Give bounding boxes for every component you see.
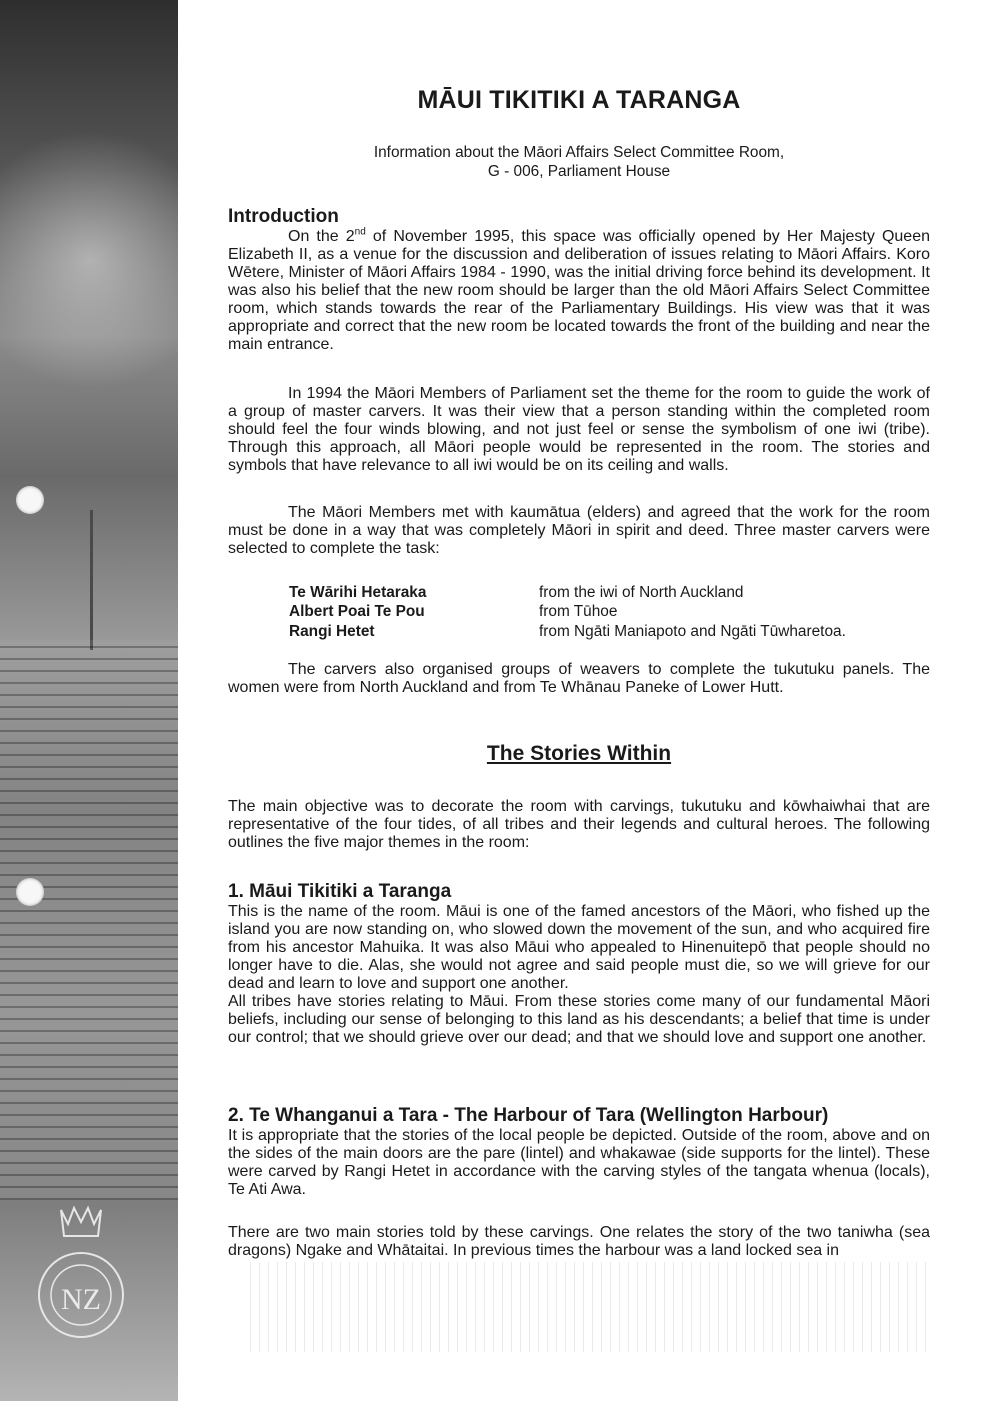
stories-intro: The main objective was to decorate the room with carvings, tukutuku and kōwhaiwhai that are representative of the four tides, of all tribes and their legends and cultural heroes. The following outlines the five major themes in the room: (228, 798, 930, 851)
subtitle-line-2: G - 006, Parliament House (487, 163, 671, 181)
intro-paragraph-3-block (228, 504, 930, 558)
carver-name: Rangi Hetet (289, 622, 375, 640)
carvers-list (289, 583, 929, 641)
story-2-paragraph-2-block (228, 1224, 930, 1260)
crest-nz-text: NZ (61, 1283, 101, 1316)
beehive-building-image (0, 640, 178, 1200)
intro-paragraph-4: The carvers also organised groups of weavers to complete the tukutuku panels. The women were from North Auckland and from Te Whānau Paneke of Lower Hutt. (228, 661, 930, 696)
subtitle-line-1: Information about the Māori Affairs Select Committee Room, (373, 144, 785, 161)
stories-intro-block (228, 798, 930, 852)
intro-p1-sup: nd (354, 226, 366, 238)
carver-origin: from Tūhoe (539, 603, 618, 621)
stories-heading: The Stories Within (486, 742, 672, 765)
punch-hole (16, 878, 44, 906)
crest-icon (16, 1200, 146, 1340)
story-2-paragraph-1: It is appropriate that the stories of the local people be depicted. Outside of the room, above and on the sides of the main doors are the pare (lintel) and whakawae (side supports for the lintel). These were carved by Rangi Hetet in accordance with the carving styles of the tangata whenua (locals), Te Ati Awa. (228, 1127, 930, 1198)
story-1-section (228, 881, 930, 1047)
story-2-heading: 2. Te Whanganui a Tara - The Harbour of Tara (Wellington Harbour) (228, 1105, 829, 1126)
intro-paragraph-4-block (228, 661, 930, 697)
punch-hole (16, 486, 44, 514)
intro-p1-start: On the 2 (288, 228, 355, 245)
story-2-paragraph-2: There are two main stories told by these carvings. One relates the story of the two taniwha (sea dragons) Ngake and Whātaitai. In previous times the harbour was a land locked sea in (228, 1224, 930, 1259)
story-1-paragraph-2: All tribes have stories relating to Māui. From these stories come many of our fundamental Māori beliefs, including our sense of belonging to this land as his descendants; a belief that time is under our control; that we should grieve over our dead; and that we should love and support one another. (228, 993, 930, 1046)
story-2-section (228, 1105, 930, 1199)
carver-origin: from the iwi of North Auckland (539, 584, 744, 601)
sky-glow (0, 130, 178, 390)
list-item (289, 622, 929, 641)
intro-paragraph-1 (228, 228, 930, 354)
building-mast (90, 510, 93, 650)
page-title: MĀUI TIKITIKI A TARANGA (417, 86, 741, 114)
carver-name: Te Wārihi Hetaraka (289, 584, 427, 601)
parliament-buildings-watermark (250, 1262, 930, 1352)
intro-paragraph-3: The Māori Members met with kaumātua (elders) and agreed that the work for the room must be done in a way that was completely Māori in spirit and deed. Three master carvers were selected to complete the task: (228, 504, 930, 557)
list-item (289, 583, 929, 602)
intro-p1-rest: of November 1995, this space was officially opened by Her Majesty Queen Elizabeth II, as a venue for the discussion and deliberation of issues relating to Māori Affairs. Koro Wētere, Minister of Māori Affairs 1984 - 1990, was the initial driving force behind its development. It was also his belief that the new room should be larger than the old Māori Affairs Select Committee room, which stands towards the rear of the Parliamentary Buildings. His view was that it was appropriate and correct that the new room be located towards the front of the building and near the main entrance. (228, 228, 930, 353)
page-subtitle (228, 143, 930, 182)
parliament-crest-logo (16, 1200, 146, 1340)
list-item (289, 602, 929, 621)
intro-paragraph-2-block (228, 385, 930, 475)
intro-paragraph-2: In 1994 the Māori Members of Parliament set the theme for the room to guide the work of a group of master carvers. It was their view that a person standing within the completed room should feel the four winds blowing, and not just feel or sense the symbolism of one iwi (tribe). Through this approach, all Māori people would be represented in the room. The stories and symbols that have relevance to all iwi would be on its ceiling and walls. (228, 385, 930, 474)
introduction-heading: Introduction (228, 206, 339, 227)
introduction-section (228, 206, 930, 354)
carver-origin: from Ngāti Maniapoto and Ngāti Tūwharetoa. (539, 622, 846, 640)
carver-name: Albert Poai Te Pou (289, 603, 425, 621)
story-1-paragraph-1: This is the name of the room. Māui is one of the famed ancestors of the Māori, who fished up the island you are now standing on, who slowed down the movement of the sun, and who acquired fire from his ancestor Mahuika. It was also Māui who appealed to Hinenuitepō that people should no longer have to die. Alas, she would not agree and said people must die, so we will grieve for our dead and learn to love and support one another. (228, 903, 930, 992)
story-1-heading: 1. Māui Tikitiki a Taranga (228, 881, 452, 902)
decorative-sidebar (0, 0, 178, 1401)
